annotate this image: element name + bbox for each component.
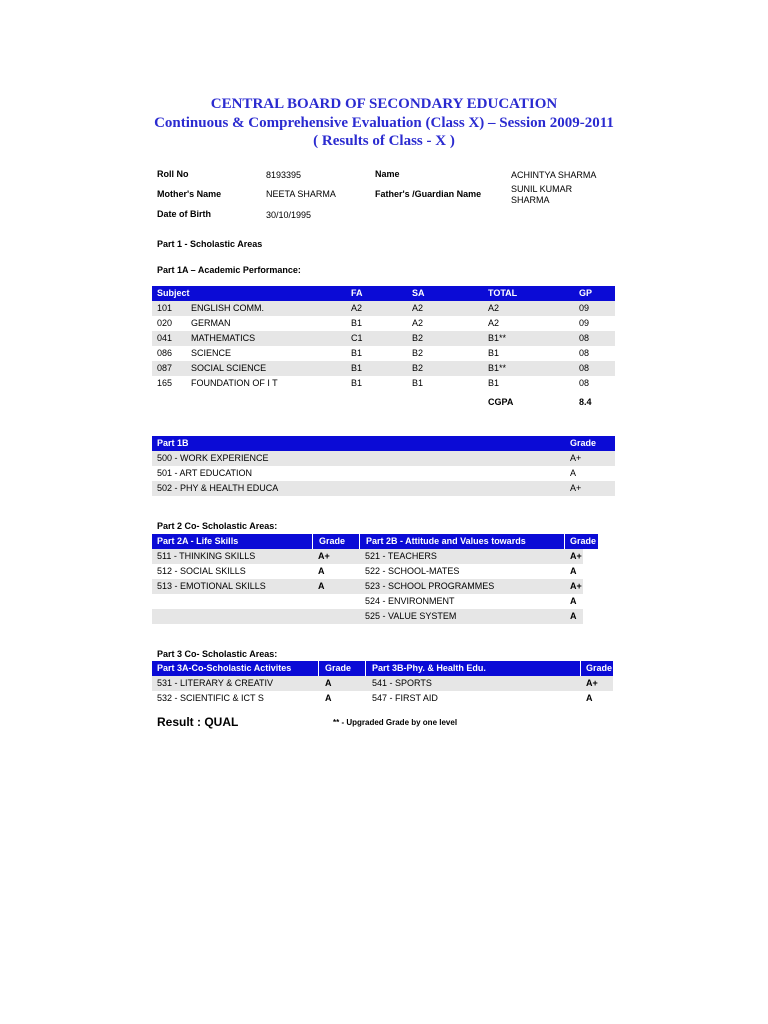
sa-header: SA (412, 288, 425, 298)
sa-grade: B2 (412, 363, 424, 373)
grade-point: 09 (579, 303, 590, 313)
grade-point: 08 (579, 378, 590, 388)
cgpa-value: 8.4 (579, 397, 592, 407)
name-label: Name (375, 169, 400, 179)
fa-grade: B1 (351, 318, 363, 328)
attitude-grade: A (570, 596, 577, 606)
attitude-name: 521 - TEACHERS (365, 551, 437, 561)
fa-grade: A2 (351, 303, 363, 313)
sa-grade: A2 (412, 318, 424, 328)
activity-grade: A (570, 468, 577, 478)
health-activity-name: 547 - FIRST AID (372, 693, 438, 703)
subject-name: SOCIAL SCIENCE (191, 363, 267, 373)
life-skill-row (152, 549, 360, 564)
subject-row (152, 361, 615, 376)
grade-point: 08 (579, 333, 590, 343)
father-value-line1: SUNIL KUMAR (511, 184, 573, 194)
subject-row (152, 316, 615, 331)
co-activity-row (152, 676, 366, 691)
attitude-name: 523 - SCHOOL PROGRAMMES (365, 581, 495, 591)
total-grade: B1** (488, 333, 507, 343)
total-grade: B1 (488, 348, 500, 358)
attitude-grade: A+ (570, 551, 582, 561)
total-grade: B1** (488, 363, 507, 373)
father-label: Father's /Guardian Name (375, 189, 482, 199)
subject-name: SCIENCE (191, 348, 232, 358)
attitude-grade: A (570, 611, 577, 621)
part1b-title: Part 1B (157, 438, 189, 448)
subject-row (152, 301, 615, 316)
activity-grade: A+ (570, 483, 582, 493)
part3-header (152, 661, 613, 676)
total-grade: A2 (488, 318, 500, 328)
attitude-row (360, 549, 583, 564)
grade-point: 08 (579, 348, 590, 358)
subject-row (152, 376, 615, 391)
health-activity-grade: A+ (586, 678, 598, 688)
sa-grade: B1 (412, 378, 424, 388)
dob-value: 30/10/1995 (266, 210, 312, 220)
life-skill-name: 513 - EMOTIONAL SKILLS (157, 581, 266, 591)
grade-point: 08 (579, 363, 590, 373)
part1b-row (152, 466, 615, 481)
part2-title: Part 2 Co- Scholastic Areas: (157, 521, 278, 531)
part3a-title: Part 3A-Co-Scholastic Activites (157, 663, 292, 673)
co-activity-name: 531 - LITERARY & CREATIV (157, 678, 274, 688)
part3b-title: Part 3B-Phy. & Health Edu. (372, 663, 486, 673)
sa-grade: A2 (412, 303, 424, 313)
subject-code: 087 (157, 363, 173, 373)
part2b-grade-header: Grade (570, 536, 597, 546)
subject-name: ENGLISH COMM. (191, 303, 265, 313)
upgrade-note: ** - Upgraded Grade by one level (333, 718, 458, 727)
life-skill-row (152, 564, 360, 579)
subject-code: 101 (157, 303, 173, 313)
total-header: TOTAL (488, 288, 518, 298)
subject-row (152, 331, 615, 346)
life-skill-name: 511 - THINKING SKILLS (157, 551, 256, 561)
subject-code: 165 (157, 378, 173, 388)
part1a-header (152, 286, 615, 301)
fa-grade: B1 (351, 363, 363, 373)
co-activity-row (152, 691, 366, 706)
attitude-grade: A (570, 566, 577, 576)
part1b-grade-header: Grade (570, 438, 597, 448)
father-value-line2: SHARMA (511, 195, 550, 205)
cgpa-label: CGPA (488, 397, 514, 407)
total-grade: B1 (488, 378, 500, 388)
subject-code: 020 (157, 318, 173, 328)
activity-name: 501 - ART EDUCATION (157, 468, 253, 478)
sa-grade: B2 (412, 333, 424, 343)
attitude-name: 524 - ENVIRONMENT (365, 596, 455, 606)
attitude-name: 522 - SCHOOL-MATES (365, 566, 460, 576)
mother-label: Mother's Name (157, 189, 222, 199)
health-activity-grade: A (586, 693, 593, 703)
subject-name: FOUNDATION OF I T (191, 378, 278, 388)
part3a-grade-header: Grade (325, 663, 352, 673)
life-skill-grade: A (318, 581, 325, 591)
grade-point: 09 (579, 318, 590, 328)
part2a-grade-header: Grade (319, 536, 346, 546)
part1a-title: Part 1A – Academic Performance: (157, 265, 301, 275)
health-activity-name: 541 - SPORTS (372, 678, 432, 688)
subject-header: Subject (157, 288, 190, 298)
health-activity-row (366, 691, 613, 706)
part2b-title: Part 2B - Attitude and Values towards (366, 536, 526, 546)
fa-grade: B1 (351, 378, 363, 388)
part1-title: Part 1 - Scholastic Areas (157, 239, 263, 249)
life-skill-grade: A+ (318, 551, 330, 561)
name-value: ACHINTYA SHARMA (511, 170, 597, 180)
attitude-row (360, 579, 583, 594)
fa-grade: B1 (351, 348, 363, 358)
activity-grade: A+ (570, 453, 582, 463)
fa-header: FA (351, 288, 363, 298)
roll-label: Roll No (157, 169, 189, 179)
life-skill-name: 512 - SOCIAL SKILLS (157, 566, 246, 576)
life-skill-row (152, 579, 360, 594)
results-title: ( Results of Class - X ) (313, 133, 455, 149)
health-activity-row (366, 676, 613, 691)
fa-grade: C1 (351, 333, 363, 343)
subject-name: MATHEMATICS (191, 333, 256, 343)
part1b-row (152, 481, 615, 496)
co-activity-name: 532 - SCIENTIFIC & ICT S (157, 693, 264, 703)
gp-header: GP (579, 288, 593, 298)
activity-name: 500 - WORK EXPERIENCE (157, 453, 269, 463)
roll-value: 8193395 (266, 170, 302, 180)
co-activity-grade: A (325, 678, 332, 688)
life-skill-row-empty (152, 594, 360, 609)
attitude-row (360, 594, 583, 609)
attitude-row (360, 609, 583, 624)
co-activity-grade: A (325, 693, 332, 703)
evaluation-title: Continuous & Comprehensive Evaluation (Class X) – Session 2009-2011 (154, 115, 614, 131)
attitude-name: 525 - VALUE SYSTEM (365, 611, 457, 621)
part3-title: Part 3 Co- Scholastic Areas: (157, 649, 278, 659)
life-skill-row-empty (152, 609, 360, 624)
subject-name: GERMAN (191, 318, 231, 328)
part3b-grade-header: Grade (586, 663, 613, 673)
subject-row (152, 346, 615, 361)
activity-name: 502 - PHY & HEALTH EDUCA (157, 483, 279, 493)
part1b-row (152, 451, 615, 466)
part1b-header (152, 436, 615, 451)
dob-label: Date of Birth (157, 209, 211, 219)
subject-code: 041 (157, 333, 173, 343)
board-title: CENTRAL BOARD OF SECONDARY EDUCATION (210, 96, 558, 112)
sa-grade: B2 (412, 348, 424, 358)
life-skill-grade: A (318, 566, 325, 576)
part2-header (152, 534, 598, 549)
subject-code: 086 (157, 348, 173, 358)
mother-value: NEETA SHARMA (266, 189, 336, 199)
total-grade: A2 (488, 303, 500, 313)
attitude-grade: A+ (570, 581, 582, 591)
part2a-title: Part 2A - Life Skills (157, 536, 239, 546)
attitude-row (360, 564, 583, 579)
result-text: Result : QUAL (157, 715, 239, 729)
